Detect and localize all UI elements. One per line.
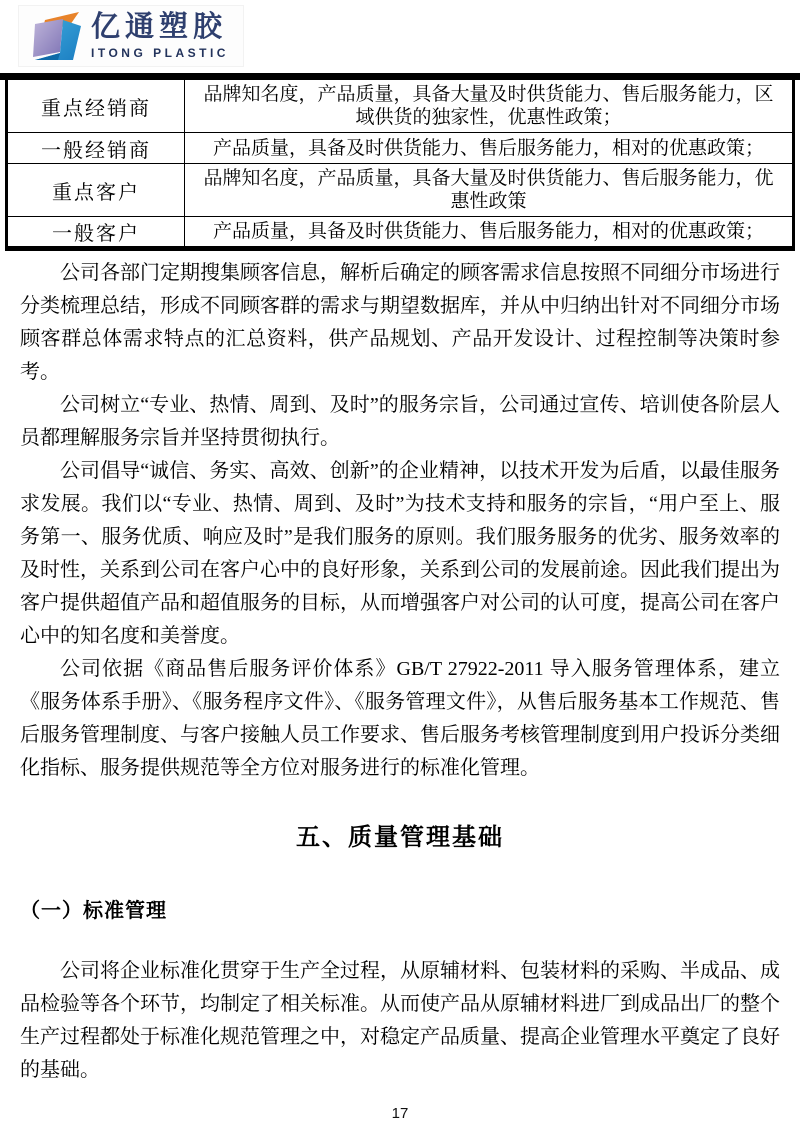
brand-name-english: ITONG PLASTIC [91, 46, 229, 60]
paragraph-company-spirit: 公司倡导“诚信、务实、高效、创新”的企业精神，以技术开发为后盾，以最佳服务求发展。我们以“专业、热情、周到、及时”为技术支持和服务的宗旨，“用户至上、服务第一、服务优质、响应及时”是我们服务的原则。我们服务服务的优劣、服务效率的及时性，关系到公司在客户心中的良好形象，关系到公司的发展前途。因此我们提出为客户提供超值产品和超值服务的目标，从而增强客户对公司的认可度，提高公司在客户心中的知名度和美誉度。 [20, 460, 780, 647]
page-footer [0, 1105, 800, 1134]
table-row [7, 164, 794, 217]
customer-policy-table [5, 80, 795, 251]
table-row [7, 217, 794, 249]
row-content: 品牌知名度，产品质量，具备大量及时供货能力、售后服务能力，优惠性政策 [185, 164, 794, 217]
company-logo [18, 5, 244, 67]
logo-mark-icon [29, 10, 83, 62]
subsection-heading: （一）标准管理 [20, 900, 167, 922]
row-content: 产品质量，具备及时供货能力、售后服务能力，相对的优惠政策； [185, 133, 794, 164]
table-row [7, 80, 794, 133]
document-body [0, 251, 800, 1087]
header-rule [0, 73, 800, 80]
row-label: 重点经销商 [7, 80, 185, 133]
paragraph-customer-info: 公司各部门定期搜集顾客信息，解析后确定的顾客需求信息按照不同细分市场进行分类梳理总结，形成不同顾客群的需求与期望数据库，并从中归纳出针对不同细分市场顾客群总体需求特点的汇总资料，供产品规划、产品开发设计、过程控制等决策时参考。 [20, 262, 780, 383]
brand-name-chinese: 亿通塑胶 [91, 11, 228, 43]
paragraph-service-system: 公司依据《商品售后服务评价体系》GB/T 27922-2011 导入服务管理体系，建立《服务体系手册》、《服务程序文件》、《服务管理文件》，从售后服务基本工作规范、售后服务管理制度、与客户接触人员工作要求、售后服务考核管理制度到用户投诉分类细化指标、服务提供规范等全方位对服务进行的标准化管理。 [20, 658, 780, 779]
row-content: 产品质量，具备及时供货能力、售后服务能力，相对的优惠政策； [185, 217, 794, 249]
table-row [7, 133, 794, 164]
logo-text [91, 13, 229, 59]
paragraph-service-tenet: 公司树立“专业、热情、周到、及时”的服务宗旨，公司通过宣传、培训使各阶层人员都理解服务宗旨并坚持贯彻执行。 [20, 394, 780, 449]
row-label: 一般客户 [7, 217, 185, 249]
row-label: 一般经销商 [7, 133, 185, 164]
paragraph-standardization: 公司将企业标准化贯穿于生产全过程，从原辅材料、包装材料的采购、半成品、成品检验等各个环节，均制定了相关标准。从而使产品从原辅材料进厂到成品出厂的整个生产过程都处于标准化规范管理之中，对稳定产品质量、提高企业管理水平奠定了良好的基础。 [20, 960, 780, 1081]
document-header [0, 0, 800, 73]
section-heading: 五、质量管理基础 [296, 824, 504, 851]
row-label: 重点客户 [7, 164, 185, 217]
page-number: 17 [391, 1105, 409, 1122]
row-content: 品牌知名度，产品质量，具备大量及时供货能力、售后服务能力，区域供货的独家性，优惠性政策； [185, 80, 794, 133]
